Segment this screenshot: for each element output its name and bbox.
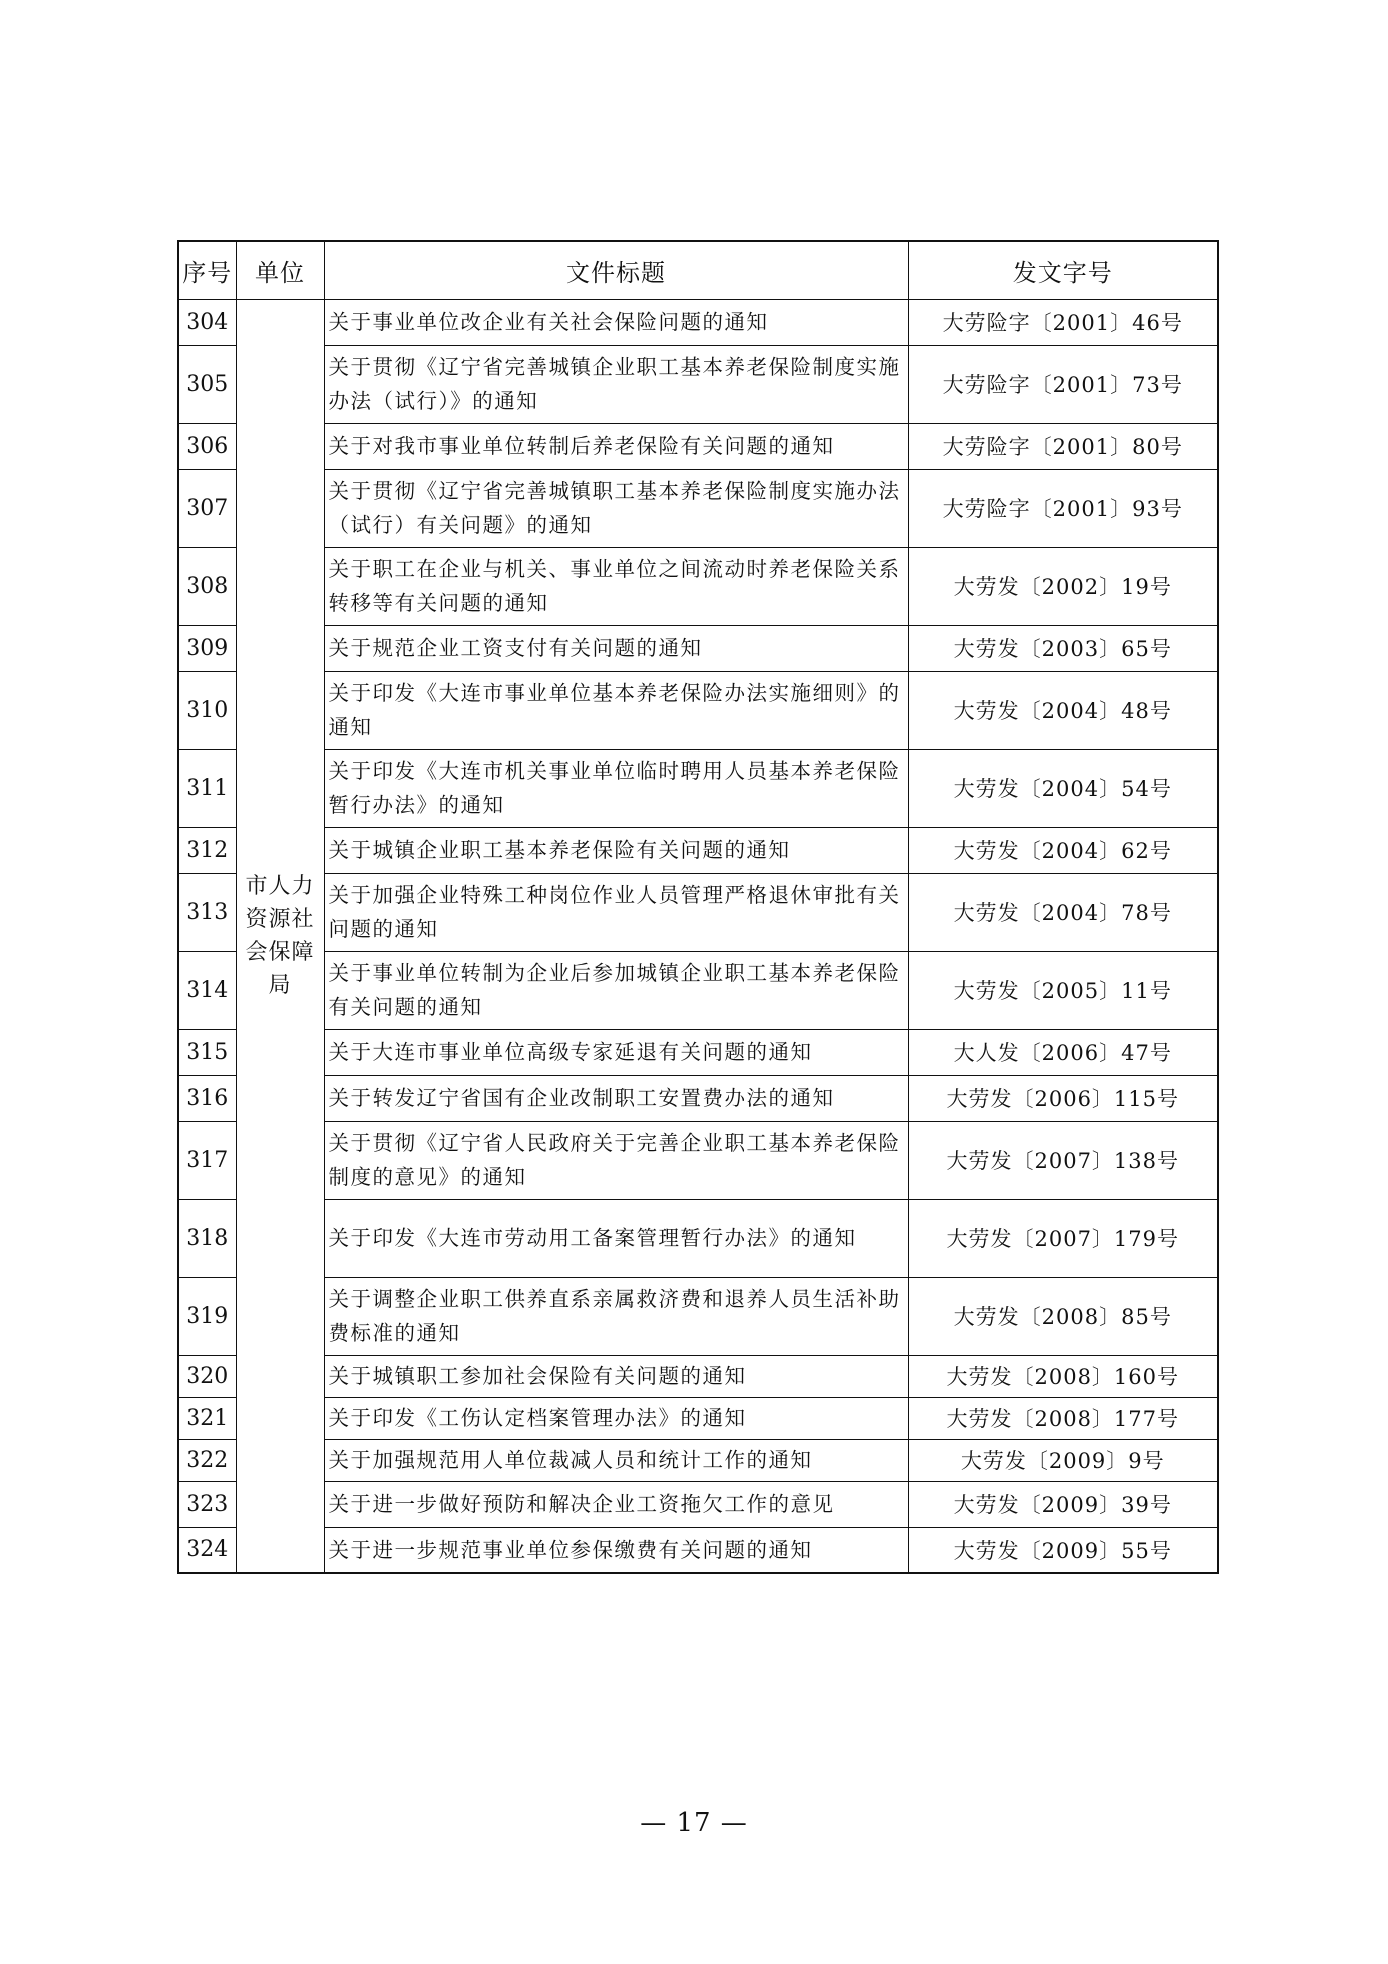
table-row [178, 873, 1218, 951]
row-seq: 322 [178, 1439, 236, 1481]
row-docno: 大劳险字〔2001〕46号 [908, 299, 1218, 345]
row-title: 关于城镇职工参加社会保险有关问题的通知 [324, 1355, 908, 1397]
row-seq: 317 [178, 1121, 236, 1199]
table-row [178, 1075, 1218, 1121]
row-title: 关于印发《工伤认定档案管理办法》的通知 [324, 1397, 908, 1439]
row-seq: 318 [178, 1199, 236, 1277]
row-title: 关于加强规范用人单位裁减人员和统计工作的通知 [324, 1439, 908, 1481]
row-title: 关于印发《大连市劳动用工备案管理暂行办法》的通知 [324, 1199, 908, 1277]
row-docno: 大劳发〔2004〕78号 [908, 873, 1218, 951]
unit-cell: 市人力资源社会保障局 [236, 299, 324, 1573]
row-seq: 308 [178, 547, 236, 625]
row-title: 关于加强企业特殊工种岗位作业人员管理严格退休审批有关问题的通知 [324, 873, 908, 951]
row-seq: 310 [178, 671, 236, 749]
row-docno: 大人发〔2006〕47号 [908, 1029, 1218, 1075]
row-title: 关于城镇企业职工基本养老保险有关问题的通知 [324, 827, 908, 873]
table-row [178, 951, 1218, 1029]
row-docno: 大劳险字〔2001〕73号 [908, 345, 1218, 423]
row-docno: 大劳发〔2005〕11号 [908, 951, 1218, 1029]
header-docno: 发文字号 [908, 241, 1218, 299]
row-docno: 大劳发〔2002〕19号 [908, 547, 1218, 625]
table-row [178, 345, 1218, 423]
row-title: 关于职工在企业与机关、事业单位之间流动时养老保险关系转移等有关问题的通知 [324, 547, 908, 625]
table-row [178, 1199, 1218, 1277]
row-docno: 大劳发〔2004〕54号 [908, 749, 1218, 827]
page-number: — 17 — [640, 1808, 748, 1838]
header-seq: 序号 [178, 241, 236, 299]
row-docno: 大劳发〔2004〕48号 [908, 671, 1218, 749]
row-seq: 321 [178, 1397, 236, 1439]
row-title: 关于贯彻《辽宁省完善城镇企业职工基本养老保险制度实施办法（试行）》的通知 [324, 345, 908, 423]
row-seq: 314 [178, 951, 236, 1029]
row-seq: 320 [178, 1355, 236, 1397]
row-seq: 315 [178, 1029, 236, 1075]
row-seq: 313 [178, 873, 236, 951]
row-docno: 大劳发〔2008〕160号 [908, 1355, 1218, 1397]
row-title: 关于进一步规范事业单位参保缴费有关问题的通知 [324, 1527, 908, 1573]
header-unit: 单位 [236, 241, 324, 299]
document-table [177, 240, 1219, 1574]
row-seq: 304 [178, 299, 236, 345]
table-row [178, 1527, 1218, 1573]
row-docno: 大劳险字〔2001〕80号 [908, 423, 1218, 469]
row-docno: 大劳发〔2003〕65号 [908, 625, 1218, 671]
row-seq: 323 [178, 1481, 236, 1527]
row-seq: 324 [178, 1527, 236, 1573]
row-title: 关于调整企业职工供养直系亲属救济费和退养人员生活补助费标准的通知 [324, 1277, 908, 1355]
table-row [178, 749, 1218, 827]
row-title: 关于贯彻《辽宁省人民政府关于完善企业职工基本养老保险制度的意见》的通知 [324, 1121, 908, 1199]
table-row [178, 299, 1218, 345]
row-docno: 大劳发〔2006〕115号 [908, 1075, 1218, 1121]
table-header-row [178, 241, 1218, 299]
row-seq: 311 [178, 749, 236, 827]
row-docno: 大劳发〔2007〕138号 [908, 1121, 1218, 1199]
table-row [178, 1481, 1218, 1527]
table-row [178, 1277, 1218, 1355]
table-row [178, 1397, 1218, 1439]
row-seq: 309 [178, 625, 236, 671]
row-title: 关于贯彻《辽宁省完善城镇职工基本养老保险制度实施办法（试行）有关问题》的通知 [324, 469, 908, 547]
row-title: 关于规范企业工资支付有关问题的通知 [324, 625, 908, 671]
table-row [178, 827, 1218, 873]
row-seq: 307 [178, 469, 236, 547]
row-docno: 大劳发〔2009〕39号 [908, 1481, 1218, 1527]
row-docno: 大劳发〔2009〕9号 [908, 1439, 1218, 1481]
table-row [178, 547, 1218, 625]
row-seq: 306 [178, 423, 236, 469]
row-title: 关于事业单位转制为企业后参加城镇企业职工基本养老保险有关问题的通知 [324, 951, 908, 1029]
row-title: 关于进一步做好预防和解决企业工资拖欠工作的意见 [324, 1481, 908, 1527]
row-title: 关于印发《大连市机关事业单位临时聘用人员基本养老保险暂行办法》的通知 [324, 749, 908, 827]
row-docno: 大劳发〔2008〕177号 [908, 1397, 1218, 1439]
row-title: 关于转发辽宁省国有企业改制职工安置费办法的通知 [324, 1075, 908, 1121]
row-seq: 312 [178, 827, 236, 873]
row-docno: 大劳险字〔2001〕93号 [908, 469, 1218, 547]
row-docno: 大劳发〔2007〕179号 [908, 1199, 1218, 1277]
table-row [178, 423, 1218, 469]
table-row [178, 625, 1218, 671]
row-title: 关于对我市事业单位转制后养老保险有关问题的通知 [324, 423, 908, 469]
table-body [178, 299, 1218, 1573]
row-seq: 319 [178, 1277, 236, 1355]
row-docno: 大劳发〔2004〕62号 [908, 827, 1218, 873]
row-title: 关于事业单位改企业有关社会保险问题的通知 [324, 299, 908, 345]
row-title: 关于印发《大连市事业单位基本养老保险办法实施细则》的通知 [324, 671, 908, 749]
row-seq: 316 [178, 1075, 236, 1121]
table-row [178, 1121, 1218, 1199]
table-row [178, 469, 1218, 547]
table-row [178, 1355, 1218, 1397]
row-docno: 大劳发〔2008〕85号 [908, 1277, 1218, 1355]
row-seq: 305 [178, 345, 236, 423]
table-row [178, 671, 1218, 749]
row-title: 关于大连市事业单位高级专家延退有关问题的通知 [324, 1029, 908, 1075]
table-row [178, 1029, 1218, 1075]
header-title: 文件标题 [324, 241, 908, 299]
row-docno: 大劳发〔2009〕55号 [908, 1527, 1218, 1573]
table-row [178, 1439, 1218, 1481]
